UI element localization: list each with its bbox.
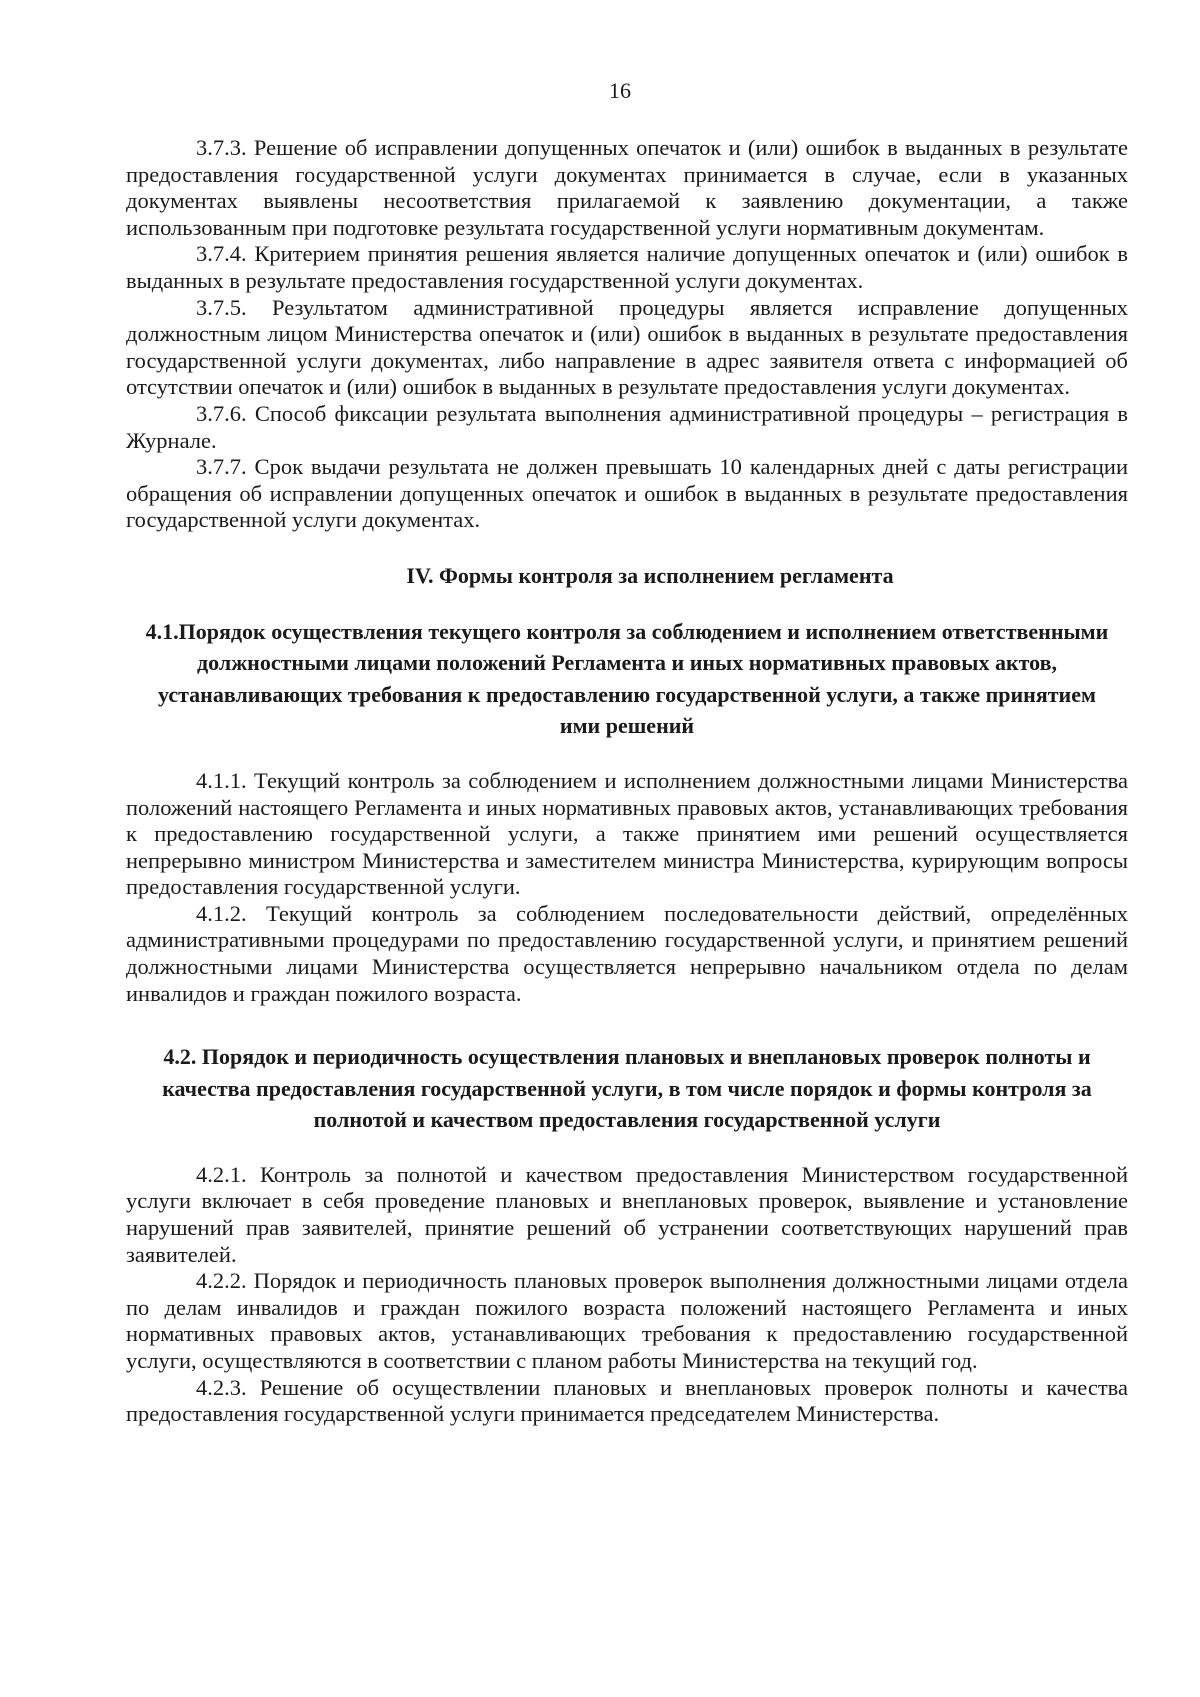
paragraph-4-2-1: 4.2.1. Контроль за полнотой и качеством предоставления Министерством государственной услуги включает в себя проведение плановых и внеплановых проверок, выявление и установление нарушений прав заявителей, принятие решений об устранении соответствующих нарушений прав заявителей. [126,1161,1128,1267]
paragraph-3-7-5: 3.7.5. Результатом административной процедуры является исправление допущенных должностным лицом Министерства опечаток и (или) ошибок в выданных в результате предоставления государственной услуги документах, либо направление в адрес заявителя ответа с информацией об отсутствии опечаток и (или) ошибок в выданных в результате предоставления услуги документах. [126,294,1128,400]
paragraph-4-2-3: 4.2.3. Решение об осуществлении плановых и внеплановых проверок полноты и качества предоставления государственной услуги принимается председателем Министерства. [126,1374,1128,1427]
paragraph-4-2-2: 4.2.2. Порядок и периодичность плановых проверок выполнения должностными лицами отдела по делам инвалидов и граждан пожилого возраста положений настоящего Регламента и иных нормативных правовых актов, устанавливающих требования к предоставлению государственной услуги, осуществляются в соответствии с планом работы Министерства на текущий год. [126,1268,1128,1373]
page-number: 16 [609,78,631,103]
paragraph-4-1-2: 4.1.2. Текущий контроль за соблюдением последовательности действий, определённых административными процедурами по предоставлению государственной услуги, и принятием решений должностными лицами Министерства осуществляется непрерывно начальником отдела по делам инвалидов и граждан пожилого возраста. [126,900,1128,1006]
paragraph-3-7-4: 3.7.4. Критерием принятия решения является наличие допущенных опечаток и (или) ошибок в выданных в результате предоставления государственной услуги документах. [126,241,1128,293]
spacer [126,1007,1128,1015]
paragraph-3-7-6: 3.7.6. Способ фиксации результата выполнения административной процедуры – регистрация в Журнале. [126,400,1128,453]
paragraph-3-7-3: 3.7.3. Решение об исправлении допущенных опечаток и (или) ошибок в выданных в результате предоставления государственной услуги документах принимается в случае, если в указанных документах выявлены несоответствия прилагаемой к заявлению документации, а также использованным при подготовке результата государственной услуги нормативным документам. [126,135,1128,240]
section-4-title: IV. Формы контроля за исполнением регламента [406,562,894,588]
subsection-4-1-title: 4.1.Порядок осуществления текущего контроля за соблюдением и исполнением ответственными должностными лицами положений Регламента и иных нормативных правовых актов, устанавливающих требования к предоставлению государственной услуги, а также принятием ими решений [145,618,1109,739]
paragraph-4-1-1: 4.1.1. Текущий контроль за соблюдением и исполнением должностными лицами Министерства положений настоящего Регламента и иных нормативных правовых актов, устанавливающих требования к предоставлению государственной услуги, а также принятием ими решений осуществляется непрерывно министром Министерства и заместителем министра Министерства, курирующим вопросы предоставления государственной услуги. [126,767,1128,900]
document-body [126,135,1128,1428]
subsection-4-2-title: 4.2. Порядок и периодичность осуществления плановых и внеплановых проверок полноты и качества предоставления государственной услуги, в том числе порядок и формы контроля за полнотой и качеством предоставления государственной услуги [162,1044,1092,1133]
paragraph-3-7-7: 3.7.7. Срок выдачи результата не должен превышать 10 календарных дней с даты регистрации обращения об исправлении допущенных опечаток и ошибок в выданных в результате предоставления государственной услуги документах. [126,454,1128,533]
